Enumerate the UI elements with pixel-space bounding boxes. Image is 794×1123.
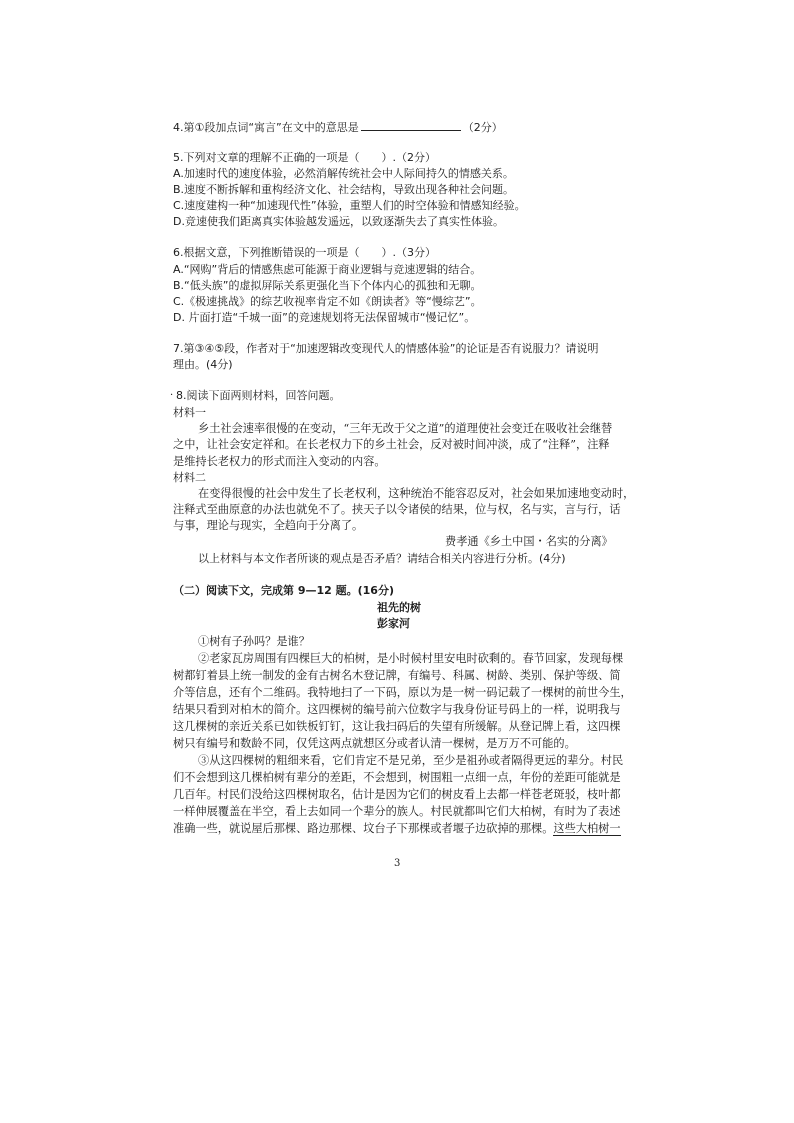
paragraph-2-line-2: 树都钉着县上统一制发的金有古树名木登记牌，有编号、科属、树龄、类别、保护等级、简 — [173, 669, 621, 682]
page-number: 3 — [394, 858, 401, 869]
question-5-option-b: B.速度不断拆解和重构经济文化、社会结构，导致出现各种社会问题。 — [173, 183, 515, 196]
material-1-line-2: 之中，让社会安定祥和。在长老权力下的乡土社会，反对被时间冲淡，成了“注释”，注释 — [173, 438, 610, 451]
question-4 — [173, 120, 503, 135]
question-4-score: （2分） — [462, 121, 503, 134]
paragraph-2-line-6: 树只有编号和数龄不同，仅凭这两点就想区分或者认清一棵树，是万万不可能的。 — [173, 737, 576, 750]
question-5-option-d: D.竞速使我们距离真实体验越发遥远，以致逐渐失去了真实性体验。 — [173, 215, 504, 228]
material-2-line-3: 与事，理论与现实，全趋向于分离了。 — [173, 519, 364, 532]
material-1-title: 材料一 — [173, 406, 206, 419]
question-7-line-2: 理由。(4分) — [173, 358, 233, 371]
question-5-option-a: A.加速时代的速度体验，必然消解传统社会中人际间持久的情感关系。 — [173, 167, 514, 180]
underlined-sentence: 这些大柏树一 — [553, 822, 621, 835]
section-heading: （二）阅读下文，完成第 9—12 题。(16分) — [173, 584, 394, 597]
paragraph-2-line-4: 结果只看到对柏木的简介。这四棵树的编号前六位数字与我身份证号码上的一样，说明我与 — [173, 703, 621, 716]
question-5-stem: 5.下列对文章的理解不正确的一项是（ ）.（2分） — [173, 151, 436, 164]
question-7-line-1: 7.第③④⑤段，作者对于“加速逻辑改变现代人的情感体验”的论证是否有说服力？请说明 — [173, 342, 599, 355]
margin-dot: · — [170, 390, 174, 401]
question-6-option-a: A.“网购”背后的情感焦虑可能源于商业逻辑与竞速逻辑的结合。 — [173, 263, 482, 276]
question-6-option-c: C.《极速挑战》的综艺收视率肯定不如《朗读者》等“慢综艺”。 — [173, 295, 482, 308]
material-1-line-1: 乡土社会速率很慢的在变动，“三年无改于父之道”的道理使社会变迁在吸收社会继替 — [198, 422, 613, 435]
question-4-text: 4.第①段加点词“寓言”在文中的意思是 — [173, 121, 359, 134]
material-1-line-3: 是维持长老权力的形式而注入变动的内容。 — [173, 455, 386, 468]
material-2-line-1: 在变得很慢的社会中发生了长老权利，这种统治不能容忍反对，社会如果加速地变动时， — [198, 487, 635, 500]
article-title: 祖先的树 — [377, 601, 421, 614]
paragraph-1: ①树有子孙吗？是谁？ — [198, 635, 310, 648]
article-author: 彭家河 — [377, 617, 410, 630]
paragraph-3-line-3: 几百年。村民们没给这四棵树取名，估计是因为它们的树皮看上去都一样苍老斑驳，枝叶都 — [173, 788, 621, 801]
question-5-option-c: C.速度建构一种“加速现代性”体验，重塑人们的时空体验和情感知经验。 — [173, 199, 526, 212]
question-6-option-d: D. 片面打造“千城一面”的竞速规划将无法保留城市“慢记忆”。 — [173, 311, 476, 324]
material-source: 费孝通《乡土中国・名实的分离》 — [445, 535, 613, 548]
paragraph-2-line-5: 这几棵树的亲近关系已如铁板钉钉，这让我扫码后的失望有所缓解。从登记牌上看，这四棵 — [173, 720, 621, 733]
question-6-stem: 6.根据文意，下列推断错误的一项是（ ）.（3分） — [173, 246, 436, 259]
paragraph-3-line-5-text: 准确一些，就说屋后那棵、路边那棵、坟台子下那棵或者堰子边砍掉的那棵。 — [173, 822, 554, 835]
paragraph-2-line-3: 介等信息，还有个二维码。我特地扫了一下码，原以为是一树一码记载了一棵树的前世今生， — [173, 686, 632, 699]
question-6-option-b: B.“低头族”的虚拟屏际关系更强化当下个体内心的孤独和无聊。 — [173, 279, 482, 292]
paragraph-2-line-1: ②老家瓦房周围有四棵巨大的柏树，是小时候村里安电时砍剩的。春节回家，发现每棵 — [198, 652, 624, 665]
question-8-stem: 8.阅读下面两则材料，回答问题。 — [176, 389, 341, 402]
question-8-prompt: 以上材料与本文作者所谈的观点是否矛盾？请结合相关内容进行分析。(4分) — [198, 552, 566, 565]
material-2-line-2: 注释式至曲原意的办法也就免不了。挟天子以令诸侯的结果，位与权，名与实，言与行，话 — [173, 503, 621, 516]
paragraph-3-line-5 — [173, 822, 621, 836]
answer-blank[interactable] — [361, 120, 461, 131]
paragraph-3-line-1: ③从这四棵树的粗细来看，它们肯定不是兄弟，至少是祖孙或者隔得更远的辈分。村民 — [198, 754, 624, 767]
material-2-title: 材料二 — [173, 471, 206, 484]
paragraph-3-line-4: 一样伸展覆盖在半空，看上去如同一个辈分的族人。村民就都叫它们大柏树，有时为了表述 — [173, 805, 621, 818]
paragraph-3-line-2: 们不会想到这几棵柏树有辈分的差距，不会想到，树围粗一点细一点，年份的差距可能就是 — [173, 771, 621, 784]
